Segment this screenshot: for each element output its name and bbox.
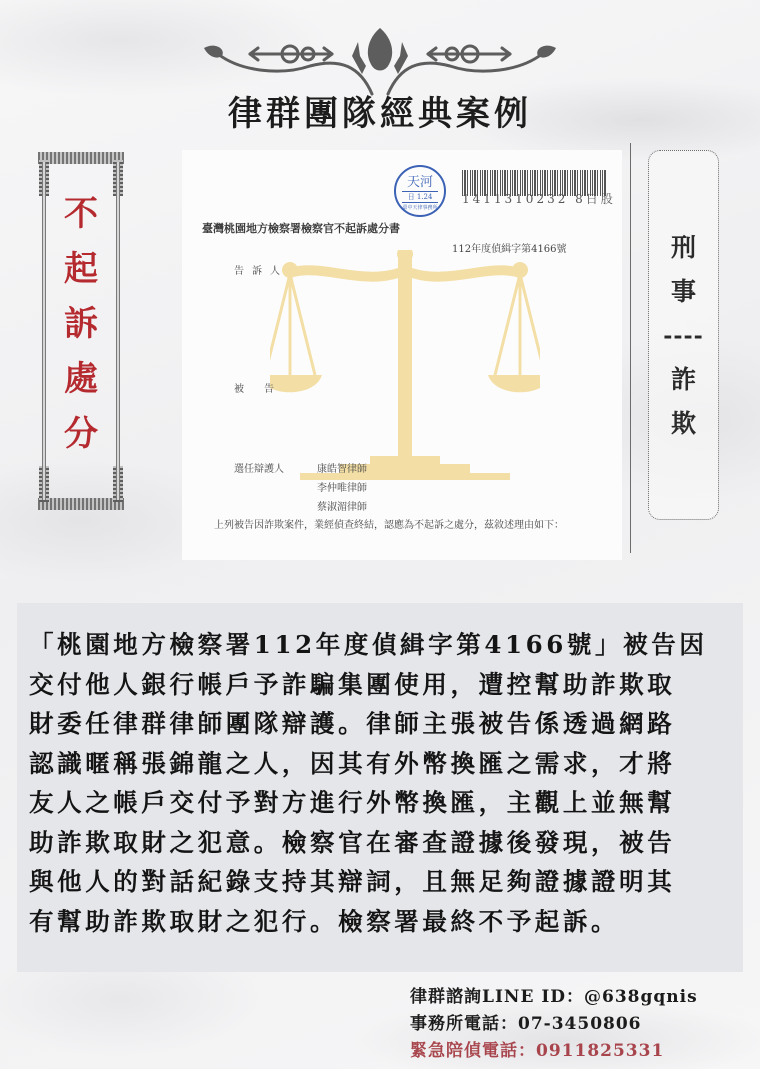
subcategory-char: 詐 xyxy=(670,365,696,394)
document-title: 臺灣桃園地方檢察署檢察官不起訴處分書 xyxy=(202,222,400,235)
summary-line: 友人之帳戶交付予對方進行外幣換匯，主觀上並無幫 xyxy=(29,788,676,817)
case-summary xyxy=(17,603,743,972)
stamp-office: 臺中天律事務所 xyxy=(402,205,438,211)
seal-stamp xyxy=(394,165,446,217)
barcode-number: 1411310232 8日股 xyxy=(462,192,616,206)
summary-line: 助詐欺取財之犯意。檢察官在審查證據後發現，被告 xyxy=(29,827,676,857)
office-phone: 事務所電話：07-3450806 xyxy=(410,1014,642,1034)
document-scan xyxy=(182,150,622,560)
stamp-date: 日 1.24 xyxy=(402,191,438,203)
verdict-text xyxy=(38,194,124,454)
lawyer-name: 康皓智律師 xyxy=(317,464,367,475)
verdict-char: 分 xyxy=(64,414,98,454)
line-id: 律群諮詢LINE ID：@638gqnis xyxy=(410,987,698,1007)
verdict-char: 處 xyxy=(64,359,98,399)
defense-counsel-label: 選任辯護人 xyxy=(234,464,284,475)
summary-line: 財委任律群律師團隊辯護。律師主張被告係透過網路 xyxy=(29,709,676,738)
emergency-phone: 緊急陪偵電話：0911825331 xyxy=(410,1041,665,1061)
summary-line: 交付他人銀行帳戶予詐騙集團使用，遭控幫助詐欺取 xyxy=(29,669,676,699)
scales-of-justice-icon xyxy=(270,250,540,480)
complainant-label: 告訴人 xyxy=(234,266,288,277)
category-char: 事 xyxy=(670,277,696,306)
verdict-char: 起 xyxy=(64,249,98,289)
page-title: 律群團隊經典案例 xyxy=(228,94,532,134)
case-category-label xyxy=(648,150,719,520)
defendant-label: 被告 xyxy=(234,384,294,395)
stamp-text: 天河 xyxy=(406,175,433,190)
category-separator: ---- xyxy=(663,323,704,349)
verdict-char: 不 xyxy=(64,194,98,234)
category-char: 刑 xyxy=(670,233,696,262)
lawyer-name: 蔡淑湄律師 xyxy=(317,502,367,513)
summary-line: 與他人的對話紀錄支持其辯詞，且無足夠證據證明其 xyxy=(29,867,676,896)
case-number: 112年度偵緝字第4166號 xyxy=(452,244,567,255)
frame-ornament xyxy=(38,152,124,164)
subcategory-char: 欺 xyxy=(670,409,696,438)
summary-line: 認識暱稱張錦龍之人，因其有外幣換匯之需求，才將 xyxy=(29,748,676,778)
summary-line: 有幫助詐欺取財之犯行。檢察署最終不予起訴。 xyxy=(29,906,620,936)
verdict-banner xyxy=(38,152,124,510)
divider-line xyxy=(630,143,631,553)
document-body: 上列被告因詐欺案件，業經偵查終結，認應為不起訴之處分，茲敘述理由如下： xyxy=(214,520,564,531)
verdict-char: 訴 xyxy=(64,304,98,344)
lawyer-name: 李仲唯律師 xyxy=(317,483,367,494)
contact-info xyxy=(410,984,750,1065)
summary-line: 「桃園地方檢察署112年度偵緝字第4166號」被告因 xyxy=(29,630,708,659)
frame-ornament xyxy=(38,498,124,510)
